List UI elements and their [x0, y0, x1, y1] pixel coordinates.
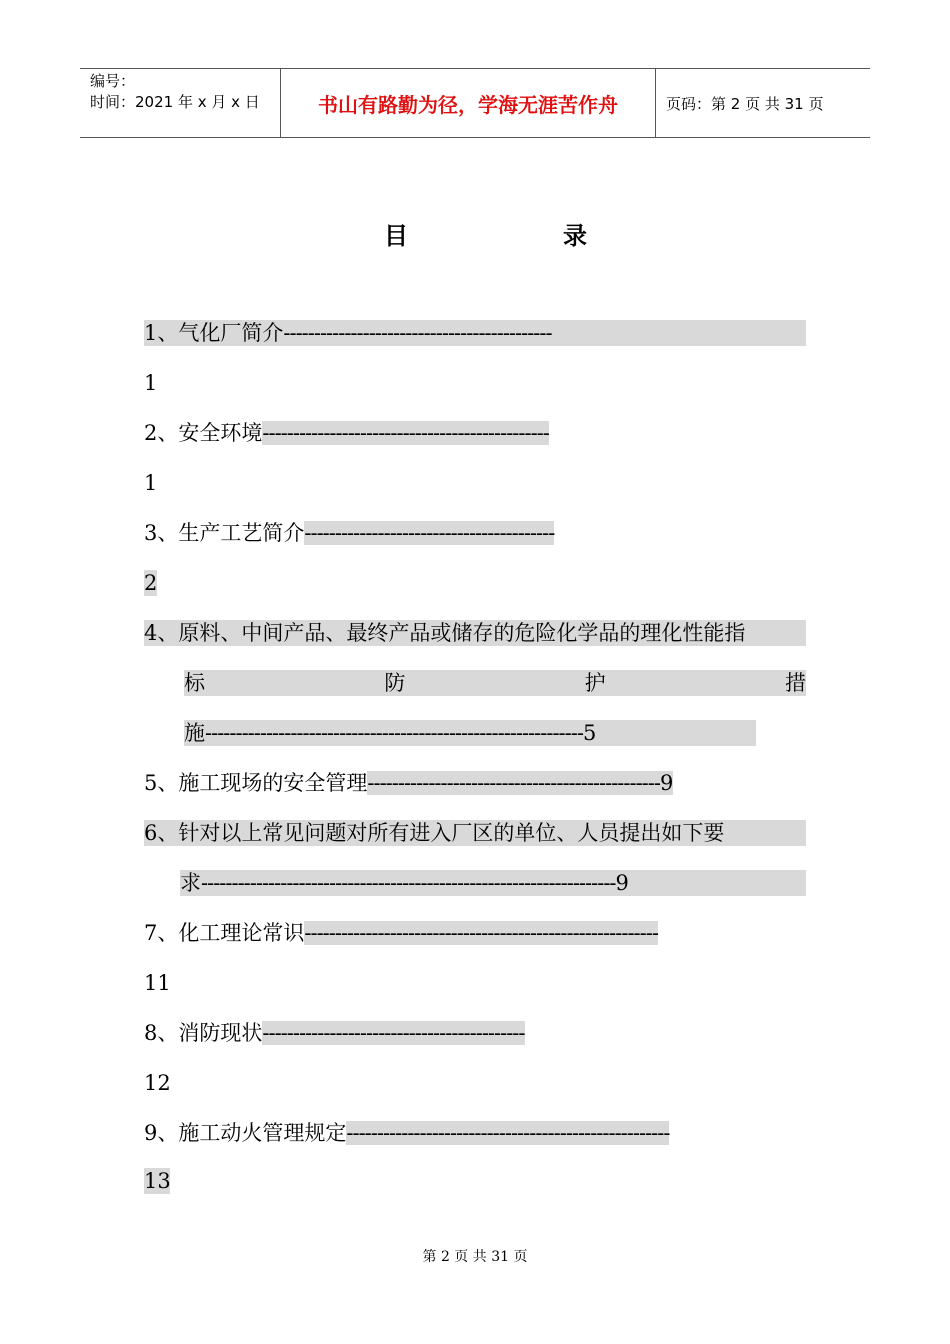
toc-item-4-page: 5 — [582, 721, 597, 745]
toc-item-4-word-3: 护 — [584, 671, 606, 695]
document-title — [0, 216, 950, 256]
toc-item-8-page: 12 — [144, 1071, 171, 1095]
toc-item-3[interactable] — [144, 520, 806, 546]
toc-item-8-text: 8、消防现状 — [144, 1021, 263, 1045]
toc-item-2-text: 2、安全环境 — [144, 421, 263, 445]
toc-item-4-word-2: 防 — [384, 671, 406, 695]
toc-item-3-page: 2 — [144, 571, 158, 595]
toc-item-8[interactable] — [144, 1020, 792, 1046]
toc-item-2-leader: ----------------------------------------------- — [262, 421, 549, 445]
toc-item-4-line-1: 4、原料、中间产品、最终产品或储存的危险化学品的理化性能指 — [144, 621, 746, 645]
toc-item-4-justified-line — [184, 670, 806, 696]
toc-item-6-line-2[interactable] — [180, 870, 806, 896]
header-meta — [80, 69, 280, 137]
toc-item-4-leader: -------------------------------------------------------------- — [205, 721, 583, 745]
toc-item-6-page: 9 — [615, 871, 629, 895]
toc-item-1-leader: -------------------------------------------- — [283, 321, 552, 345]
toc-item-7-page: 11 — [144, 971, 171, 995]
title-char-1: 目 — [384, 222, 408, 250]
toc-item-2-page: 1 — [144, 471, 158, 495]
toc-item-4-word-1: 标 — [184, 671, 205, 695]
toc-item-1[interactable] — [144, 320, 806, 346]
page-header — [80, 68, 870, 138]
header-page-info: 页码：第 2 页 共 31 页 — [666, 94, 824, 113]
toc-item-4-line-3-text: 施 — [184, 721, 205, 745]
number-label: 编号： — [90, 72, 136, 90]
toc-item-6-leader: -------------------------------------------------------------------- — [201, 871, 616, 895]
toc-item-9-leader: ----------------------------------------------------- — [346, 1121, 670, 1145]
time-label: 时间：2021 年 x 月 x 日 — [90, 93, 260, 111]
toc-item-2[interactable] — [144, 420, 806, 446]
toc-item-6-line-1: 6、针对以上常见问题对所有进入厂区的单位、人员提出如下要 — [144, 821, 725, 845]
header-motto: 书山有路勤为径，学海无涯苦作舟 — [280, 69, 656, 137]
toc-item-8-leader: ------------------------------------------- — [262, 1021, 525, 1045]
toc-item-7-text: 7、化工理论常识 — [144, 921, 305, 945]
toc-item-4-word-4: 措 — [784, 671, 806, 695]
title-char-2: 录 — [563, 222, 587, 250]
toc-item-5[interactable] — [144, 770, 806, 796]
toc-item-4-line-3[interactable] — [184, 720, 756, 746]
toc-item-6[interactable] — [144, 820, 806, 846]
toc-item-7-leader: ---------------------------------------------------------- — [304, 921, 658, 945]
toc-item-6-line-2-text: 求 — [180, 871, 201, 895]
toc-item-5-leader: ------------------------------------------------ — [367, 771, 660, 795]
toc-item-5-page: 9 — [659, 771, 674, 795]
toc-item-9-page: 13 — [144, 1169, 171, 1193]
toc-item-3-leader: ----------------------------------------- — [304, 521, 555, 545]
toc-item-9[interactable] — [144, 1120, 806, 1146]
toc-item-4[interactable] — [144, 620, 806, 646]
toc-item-1-page: 1 — [144, 371, 158, 395]
toc-item-5-text: 5、施工现场的安全管理 — [144, 771, 368, 795]
toc-item-3-text: 3、生产工艺简介 — [144, 521, 305, 545]
toc-item-1-text: 1、气化厂简介 — [144, 321, 284, 345]
toc-item-9-text: 9、施工动火管理规定 — [144, 1121, 347, 1145]
page-footer: 第 2 页 共 31 页 — [422, 1249, 528, 1265]
toc-item-7[interactable] — [144, 920, 796, 946]
